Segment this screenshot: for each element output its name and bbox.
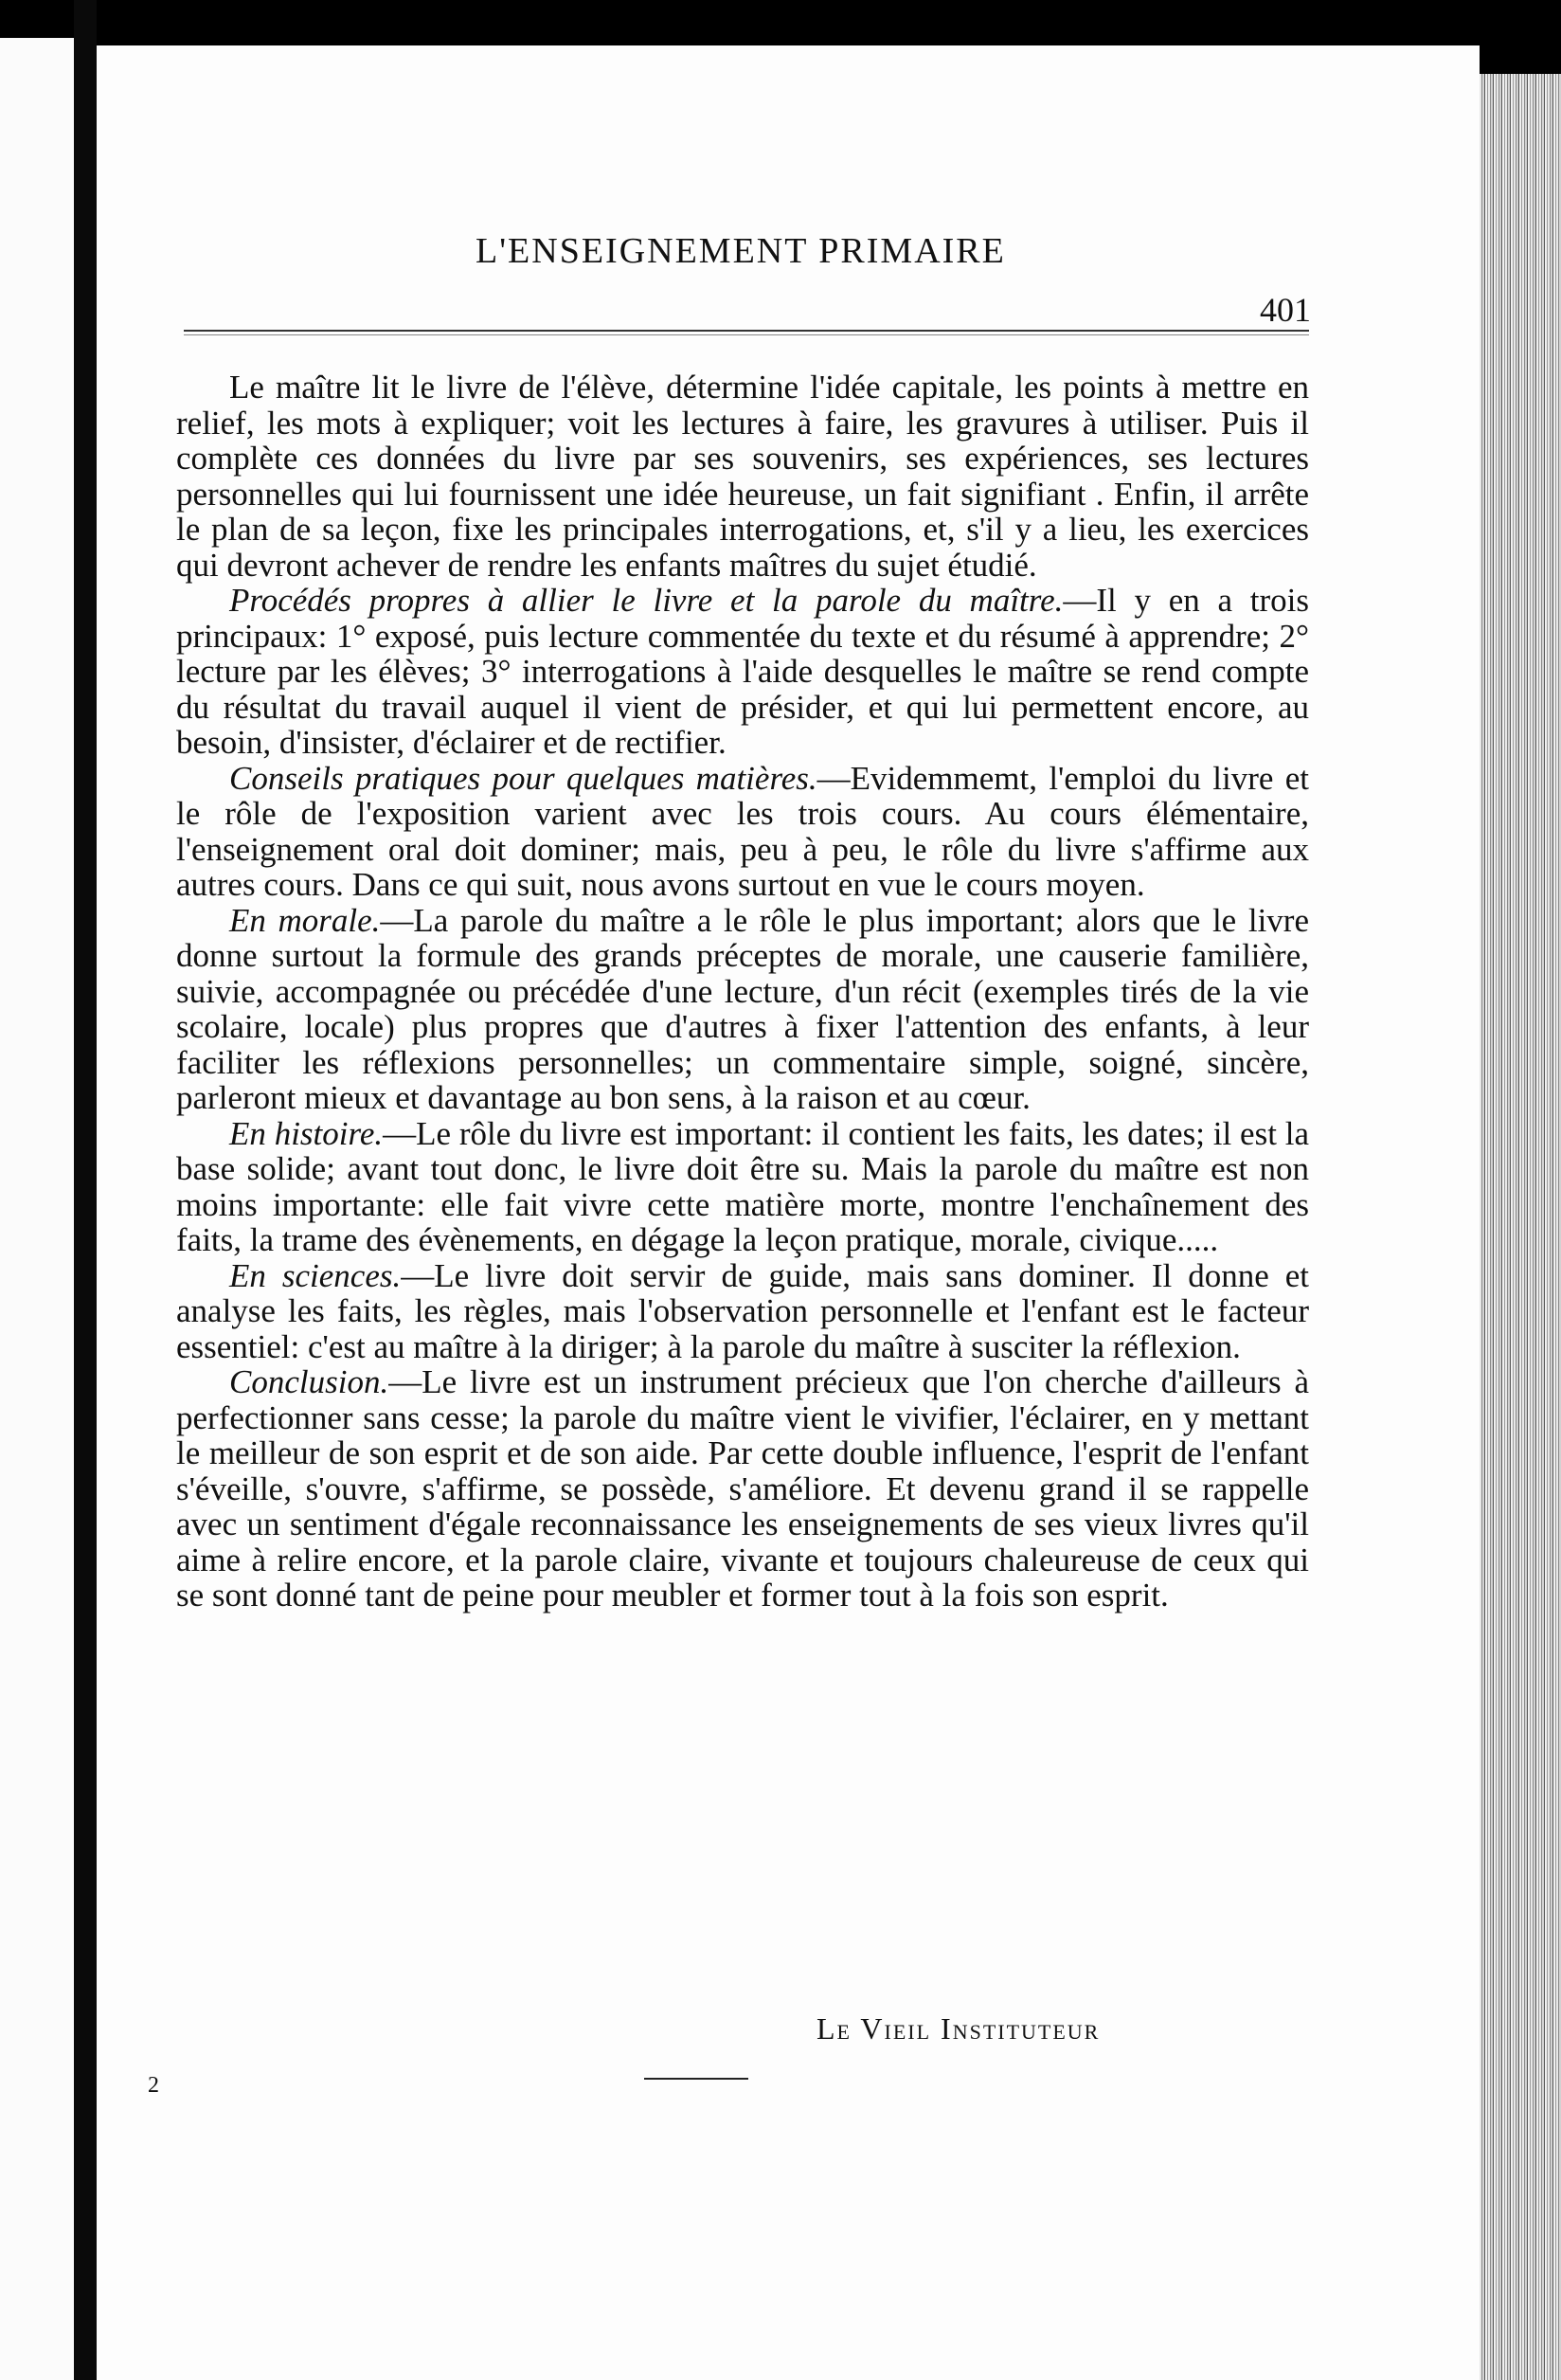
paragraph-conclusion [176,1364,1309,1614]
paragraph-lead: En histoire. [229,1114,384,1152]
book-page-edges [1480,74,1561,2380]
paragraph-text: —Le livre est un instrument précieux que l'on cherche d'ailleurs à perfectionner sans cesse; la parole du maître vient le vivifier, l'éclairer, en y mettant le meilleur de son esprit et de son aide. Par cette double influence, l'esprit de l'enfant s'éveille, s'ouvre, s'affirme, se possède, s'améliore. Et devenu grand il se rappelle avec un sentiment d'égale reconnaissance les enseignements de ses vieux livres qu'il aime à relire encore, et la parole claire, vivante et toujours chaleureuse de ceux qui se sont donné tant de peine pour meubler et former tout à la fois son esprit. [176,1363,1309,1614]
paragraph-sciences [176,1258,1309,1365]
end-rule [644,2078,748,2080]
paragraph-text: —Le livre doit servir de guide, mais sans dominer. Il donne et analyse les faits, les règles, mais l'observation personnelle et l'enfant est le facteur essentiel: c'est au maître à la diriger; à la parole du maître à susciter la réflexion. [176,1256,1310,1365]
paragraph-text: —Evidemmemt, l'emploi du livre et le rôle de l'exposition varient avec les trois cours. Au cours élémentaire, l'enseignement oral doit dominer; mais, peu à peu, le rôle du livre s'affirme aux autres cours. Dans ce qui suit, nous avons surtout en vue le cours moyen. [176,759,1309,903]
paragraph-text: —Il y en a trois principaux: 1° exposé, puis lecture commentée du texte et du résumé à apprendre; 2° lecture par les élèves; 3° interrogations à l'aide desquelles le maître se rend compte du résultat du travail auquel il vient de présider, et qui lui permettent encore, au besoin, d'insister, d'éclairer et de rectifier. [176,582,1309,761]
header-rule [184,330,1309,335]
paragraph-intro [176,370,1309,583]
paragraph-lead: Conclusion. [229,1363,389,1400]
paragraph-lead: Conseils pratiques pour quelques matières. [229,759,817,797]
running-header-title: L'ENSEIGNEMENT PRIMAIRE [475,231,1006,271]
article-body [176,370,1309,1614]
facing-page-edge [0,38,74,2380]
author-signature: Le Vieil Instituteur [816,2011,1101,2046]
paragraph-lead: En morale. [229,901,381,939]
paragraph-lead: Procédés propres à allier le livre et la parole du maître. [229,582,1064,619]
paragraph-lead: En sciences. [229,1256,402,1294]
paragraph-text: —La parole du maître a le rôle le plus important; alors que le livre donne surtout la formule des grands préceptes de morale, une causerie familière, suivie, accompagnée ou précédée d'une lecture, d'un récit (exemples tirés de la vie scolaire, locale) plus propres que d'autres à fixer l'attention des enfants, à leur faciliter les réflexions personnelles; un commentaire simple, soigné, sincère, parleront mieux et davantage au bon sens, à la raison et au cœur. [176,901,1309,1116]
signature-mark: 2 [148,2073,159,2098]
paragraph-morale [176,903,1309,1116]
page-number: 401 [1260,291,1311,329]
paragraph-text: —Le rôle du livre est important: il contient les faits, les dates; il est la base solide; avant tout donc, le livre doit être su. Mais la parole du maître est non moins importante: elle fait vivre cette matière morte, montre l'enchaînement des faits, la trame des évènements, en dégage la leçon pratique, morale, civique..... [176,1114,1309,1258]
paragraph-text: Le maître lit le livre de l'élève, détermine l'idée capitale, les points à mettre en relief, les mots à expliquer; voit les lectures à faire, les gravures à utiliser. Puis il complète ces données du livre par ses souvenirs, ses expériences, ses lectures personnelles qui lui fournissent une idée heureuse, un fait signifiant . Enfin, il arrête le plan de sa leçon, fixe les principales interrogations, et, s'il y a lieu, les exercices qui devront achever de rendre les enfants maîtres du sujet étudié. [176,369,1309,584]
book-gutter [74,0,97,2380]
paragraph-histoire [176,1116,1309,1258]
paragraph-procedes [176,583,1309,761]
paragraph-conseils [176,761,1309,903]
book-page [97,45,1480,2380]
